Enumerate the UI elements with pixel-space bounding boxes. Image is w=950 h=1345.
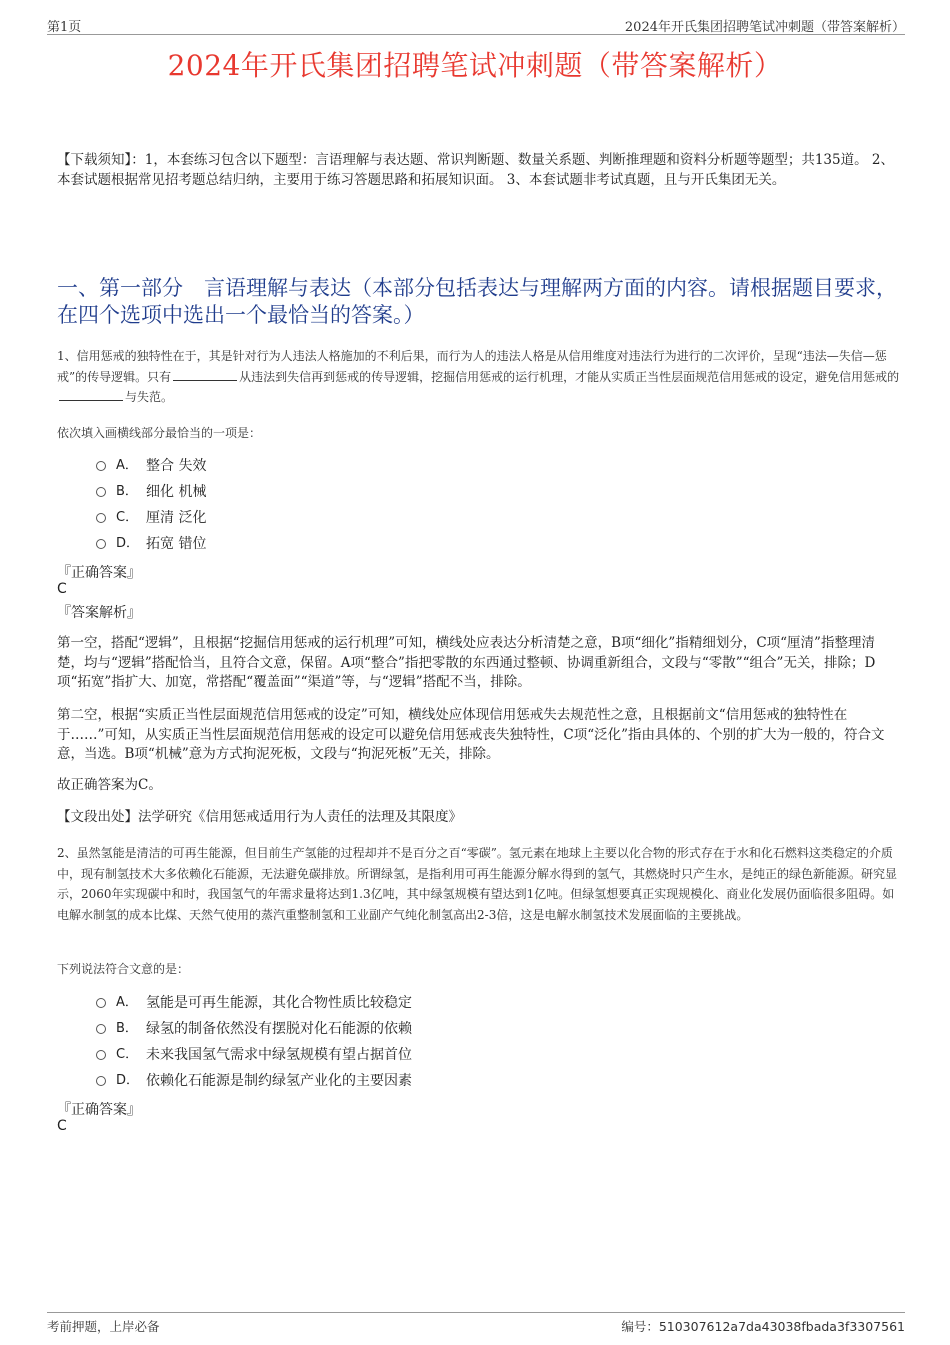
answer-label: 『正确答案』 (57, 565, 141, 581)
option-a[interactable]: A． 整合 失效 (96, 453, 206, 479)
radio-icon[interactable] (96, 998, 106, 1008)
radio-icon[interactable] (96, 539, 106, 549)
answer-value: C (57, 1118, 67, 1134)
radio-icon[interactable] (96, 487, 106, 497)
question-1-prompt: 依次填入画横线部分最恰当的一项是： (57, 426, 262, 440)
analysis-paragraph-2: 第二空，根据“实质正当性层面规范信用惩戒的设定”可知，横线处应体现信用惩戒失去规范性之意，且根据前文“信用惩戒的独特性在于……”可知，从实质正当性层面规范信用惩戒的设定可以避免信用惩戒丧失独特性，C项“泛化”指由具体的、个别的扩大为一般的，符合文意，当选。B项“机械”意为方式拘泥死板，文段与“拘泥死板”无关，排除。 (57, 707, 885, 762)
question-2-options (96, 990, 412, 1094)
option-b[interactable]: B． 细化 机械 (96, 479, 206, 505)
question-2-text: 2、虽然氢能是清洁的可再生能源，但目前生产氢能的过程却并不是百分之百“零碳”。氢元素在地球上主要以化合物的形式存在于水和化石燃料这类稳定的介质中，现有制氢技术大多依赖化石能源，无法避免碳排放。所谓绿氢，是指利用可再生能源分解水得到的氢气，其燃烧时只产生水，是纯正的绿色新能源。研究显示，2060年实现碳中和时，我国氢气的年需求量将达到1.3亿吨，其中绿氢规模有望达到1亿吨。但绿氢想要真正实现规模化、商业化发展仍面临很多阻碍。如电解水制氢的成本比煤、天然气使用的蒸汽重整制氢和工业副产气纯化制氢高出2-3倍，这是电解水制氢技术发展面临的主要挑战。 (57, 846, 898, 922)
analysis-label: 『答案解析』 (57, 605, 141, 621)
radio-icon[interactable] (96, 1050, 106, 1060)
section-title: 一、第一部分 言语理解与表达（本部分包括表达与理解两方面的内容。请根据题目要求，在四个选项中选出一个最恰当的答案。） (57, 276, 897, 327)
footer-code-label: 编号： (621, 1319, 659, 1334)
radio-icon[interactable] (96, 461, 106, 471)
question-1-text (57, 346, 902, 408)
analysis-conclusion: 故正确答案为C。 (57, 777, 162, 793)
question-1-text-part1: 1、信用惩戒的独特性在于，其是针对行为人违法人格施加的不利后果，而行为人的违法人格是从信用维度对违法行为进行的二次评价，呈现“违法—失信—惩戒”的传导逻辑。只有 (57, 349, 887, 384)
footer-code (621, 1317, 905, 1335)
page-footer (47, 1312, 905, 1335)
page-header (47, 14, 905, 35)
radio-icon[interactable] (96, 1024, 106, 1034)
question-1-text-part2: 从违法到失信再到惩戒的传导逻辑，挖掘信用惩戒的运行机理，才能从实质正当性层面规范信用惩戒的设定，避免信用惩戒的 (239, 369, 900, 384)
option-d[interactable]: D． 依赖化石能源是制约绿氢产业化的主要因素 (96, 1068, 412, 1094)
footer-slogan: 考前押题，上岸必备 (47, 1319, 160, 1334)
option-c[interactable]: C． 未来我国氢气需求中绿氢规模有望占据首位 (96, 1042, 412, 1068)
option-d[interactable]: D． 拓宽 错位 (96, 531, 206, 557)
radio-icon[interactable] (96, 513, 106, 523)
fill-blank-2 (59, 388, 123, 401)
option-a[interactable]: A． 氢能是可再生能源，其化合物性质比较稳定 (96, 990, 412, 1016)
footer-code-value: 510307612a7da43038fbada3f3307561 (658, 1319, 905, 1334)
analysis-paragraph-1: 第一空，搭配“逻辑”，且根据“挖掘信用惩戒的运行机理”可知，横线处应表达分析清楚之意，B项“细化”指精细划分，C项“厘清”指整理清楚，均与“逻辑”搭配恰当，且符合文意，保留。A项“整合”指把零散的东西通过整顿、协调重新组合，文段与“零散”“组合”无关，排除；D项“拓宽”指扩大、加宽，常搭配“覆盖面”“渠道”等，与“逻辑”搭配不当，排除。 (57, 635, 876, 690)
radio-icon[interactable] (96, 1076, 106, 1086)
document-title: 2024年开氏集团招聘笔试冲刺题（带答案解析） (167, 49, 783, 82)
fill-blank-1 (173, 368, 237, 381)
question-1-options (96, 453, 206, 557)
answer-value: C (57, 581, 67, 597)
download-notice: 【下载须知】：1，本套练习包含以下题型：言语理解与表达题、常识判断题、数量关系题、判断推理题和资料分析题等题型；共135道。 2、本套试题根据常见招考题总结归纳，主要用于练习答题思路和拓展知识面。 3、本套试题非考试真题，且与开氏集团无关。 (57, 152, 894, 188)
page-number: 第1页 (47, 20, 82, 35)
source-citation: 【文段出处】法学研究《信用惩戒适用行为人责任的法理及其限度》 (57, 809, 462, 825)
answer-label: 『正确答案』 (57, 1102, 141, 1118)
question-1-text-part3: 与失范。 (125, 390, 174, 404)
option-c[interactable]: C． 厘清 泛化 (96, 505, 206, 531)
question-2-prompt: 下列说法符合文意的是： (57, 962, 190, 976)
header-doc-title: 2024年开氏集团招聘笔试冲刺题（带答案解析） (624, 20, 905, 35)
option-b[interactable]: B． 绿氢的制备依然没有摆脱对化石能源的依赖 (96, 1016, 412, 1042)
